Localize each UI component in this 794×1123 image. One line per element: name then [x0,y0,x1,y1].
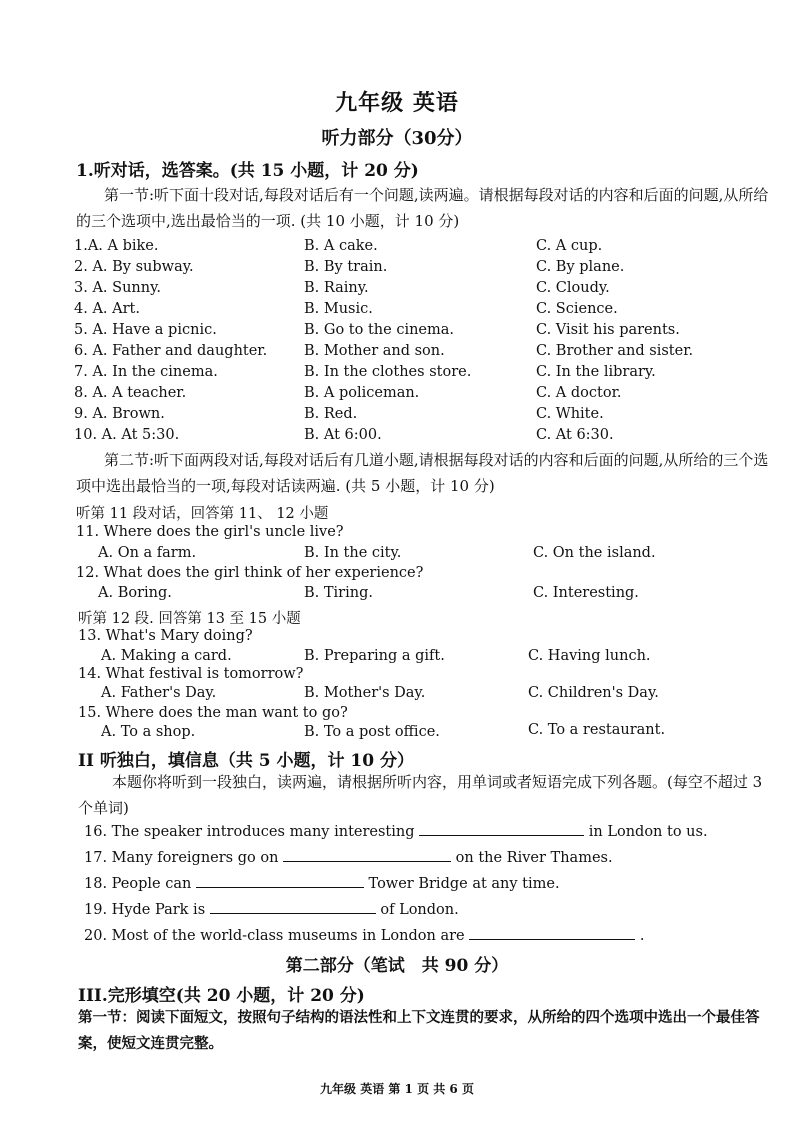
q8-option-c: C. A doctor. [536,385,622,401]
q7-option-a: 7. A. In the cinema. [74,364,218,380]
q9-option-a: 9. A. Brown. [74,406,165,422]
q14-option-a: A. Father's Day. [101,685,217,701]
q7-option-b: B. In the clothes store. [304,364,472,380]
fill-16-suffix: in London to us. [588,824,708,840]
q3-option-c: C. Cloudy. [536,280,610,296]
fill-16-prefix: 16. The speaker introduces many interesting [84,824,415,840]
q4-option-b: B. Music. [304,301,373,317]
q12-option-b: B. Tiring. [304,585,373,601]
q10-option-c: C. At 6:30. [536,427,614,443]
page-title: 九年级 英语 [335,90,459,116]
section3-heading: III.完形填空(共 20 小题，计 20 分) [78,986,365,1006]
q13-option-b: B. Preparing a gift. [304,648,445,664]
q2-option-c: C. By plane. [536,259,625,275]
fill-16-blank[interactable] [419,823,584,836]
section1-heading: 1.听对话，选答案。(共 15 小题，计 20 分) [76,161,419,181]
q5-option-c: C. Visit his parents. [536,322,680,338]
section2-heading: II 听独白，填信息（共 5 小题，计 10 分） [78,751,414,771]
q10-option-a: 10. A. At 5:30. [74,427,180,443]
q11-option-a: A. On a farm. [98,545,197,561]
fill-19-suffix: of London. [380,902,459,918]
fill-item-17 [84,849,613,866]
q15-option-b: B. To a post office. [304,724,440,740]
q3-option-a: 3. A. Sunny. [74,280,161,296]
fill-item-19 [84,901,459,918]
q6-option-c: C. Brother and sister. [536,343,694,359]
q9-option-c: C. White. [536,406,604,422]
q2-option-a: 2. A. By subway. [74,259,194,275]
fill-18-blank[interactable] [196,875,364,888]
q5-option-a: 5. A. Have a picnic. [74,322,217,338]
fill-item-18 [84,875,560,892]
q1-option-b: B. A cake. [304,238,378,254]
page-footer: 九年级 英语 第 1 页 共 6 页 [320,1082,474,1096]
q10-option-b: B. At 6:00. [304,427,382,443]
q4-option-a: 4. A. Art. [74,301,140,317]
q15-option-a: A. To a shop. [101,724,196,740]
fill-20-suffix: . [639,928,645,944]
q14-option-c: C. Children's Day. [528,685,659,701]
part2-heading: 第二部分（笔试 共 90 分） [285,956,509,976]
fill-17-blank[interactable] [283,849,451,862]
q11-option-c: C. On the island. [533,545,656,561]
fill-17-prefix: 17. Many foreigners go on [84,850,279,866]
fill-18-prefix: 18. People can [84,876,192,892]
dialog11-label: 听第 11 段对话，回答第 11、 12 小题 [76,506,329,522]
fill-19-blank[interactable] [210,901,376,914]
q5-option-b: B. Go to the cinema. [304,322,454,338]
q9-option-b: B. Red. [304,406,358,422]
q3-option-b: B. Rainy. [304,280,369,296]
q13-option-a: A. Making a card. [101,648,232,664]
fill-item-16 [84,823,708,840]
q15-option-c: C. To a restaurant. [528,722,666,738]
q13-option-c: C. Having lunch. [528,648,651,664]
q8-option-b: B. A policeman. [304,385,420,401]
q8-option-a: 8. A. A teacher. [74,385,187,401]
fill-20-prefix: 20. Most of the world-class museums in London are [84,928,465,944]
section2-intro: 本题你将听到一段独白，读两遍，请根据所听内容，用单词或者短语完成下列各题。(每空不超过 3 个单词) [78,773,763,817]
q11-option-b: B. In the city. [304,545,402,561]
q6-option-a: 6. A. Father and daughter. [74,343,268,359]
q1-option-a: 1.A. A bike. [74,238,159,254]
fill-18-suffix: Tower Bridge at any time. [368,876,560,892]
section1-part2-intro: 第二节:听下面两段对话,每段对话后有几道小题,请根据每段对话的内容和后面的问题,从所给的三个选项中选出最恰当的一项,每段对话读两遍. (共 5 小题，计 10 分) [76,451,769,495]
q1-option-c: C. A cup. [536,238,603,254]
q11-text: 11. Where does the girl's uncle live? [76,524,344,540]
q13-text: 13. What's Mary doing? [78,628,253,644]
q2-option-b: B. By train. [304,259,388,275]
listening-subtitle: 听力部分（30分） [321,128,473,149]
fill-20-blank[interactable] [469,927,635,940]
q12-option-c: C. Interesting. [533,585,639,601]
q12-text: 12. What does the girl think of her experience? [76,565,424,581]
q12-option-a: A. Boring. [98,585,172,601]
fill-item-20 [84,927,644,944]
q7-option-c: C. In the library. [536,364,656,380]
fill-17-suffix: on the River Thames. [455,850,613,866]
q6-option-b: B. Mother and son. [304,343,445,359]
section1-part1-intro: 第一节:听下面十段对话,每段对话后有一个问题,读两遍。请根据每段对话的内容和后面的问题,从所给的三个选项中,选出最恰当的一项. (共 10 小题，计 10 分) [76,186,769,230]
q4-option-c: C. Science. [536,301,618,317]
q14-text: 14. What festival is tomorrow? [78,666,304,682]
dialog12-label: 听第 12 段. 回答第 13 至 15 小题 [78,611,301,627]
section3-intro: 第一节：阅读下面短文，按照句子结构的语法性和上下文连贯的要求，从所给的四个选项中选出一个最佳答案，使短文连贯完整。 [78,1009,760,1052]
q15-text: 15. Where does the man want to go? [78,705,348,721]
q14-option-b: B. Mother's Day. [304,685,426,701]
fill-19-prefix: 19. Hyde Park is [84,902,206,918]
